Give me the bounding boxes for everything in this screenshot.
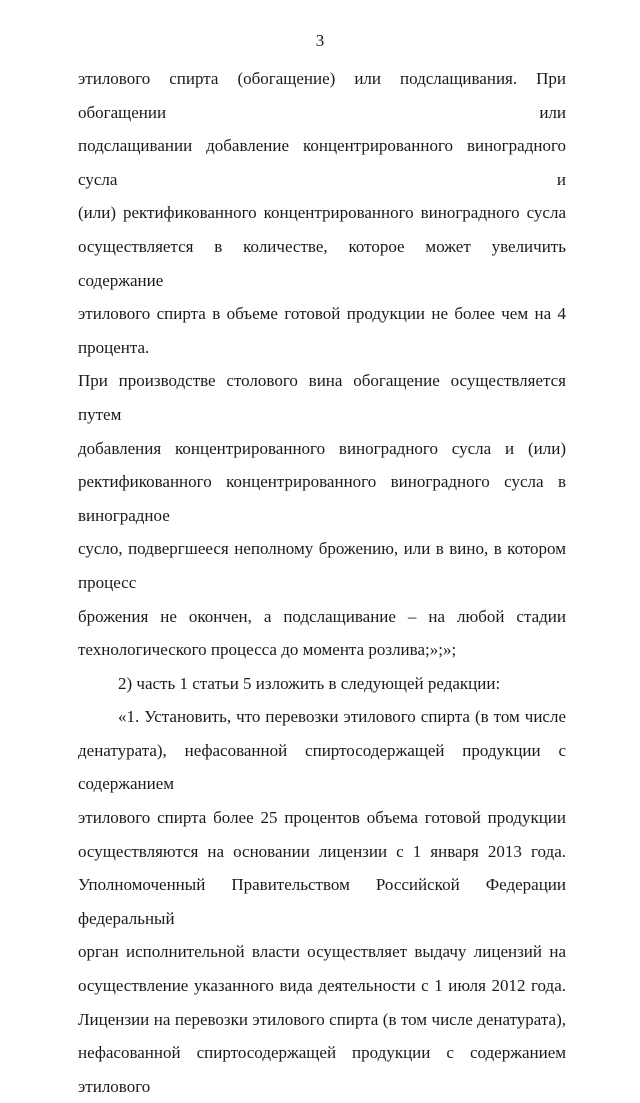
text-line: ректификованного концентрированного виноградного сусла в виноградное bbox=[78, 472, 566, 525]
text-line: нефасованной спиртосодержащей продукции с содержанием этилового bbox=[78, 1043, 566, 1096]
text-line: сусло, подвергшееся неполному брожению, или в вино, в котором процесс bbox=[78, 539, 566, 592]
text-line: «1. Установить, что перевозки этилового спирта (в том числе bbox=[118, 707, 566, 727]
page-number: 3 bbox=[315, 31, 325, 50]
text-line: осуществление указанного вида деятельности с 1 июля 2012 года. bbox=[78, 976, 566, 996]
text-line: этилового спирта более 25 процентов объема готовой продукции bbox=[78, 808, 566, 828]
text-line: подслащивании добавление концентрированного виноградного сусла и bbox=[78, 136, 566, 189]
text-line: добавления концентрированного виноградного сусла и (или) bbox=[78, 438, 566, 458]
text-line: этилового спирта (обогащение) или подслащивания. При обогащении или bbox=[78, 69, 566, 122]
document-body bbox=[78, 62, 566, 1103]
text-line: При производстве столового вина обогащение осуществляется путем bbox=[78, 371, 566, 424]
text-line: осуществляется в количестве, которое может увеличить содержание bbox=[78, 236, 566, 290]
text-line: Лицензии на перевозки этилового спирта (в том числе денатурата), bbox=[78, 1009, 566, 1029]
text-line: орган исполнительной власти осуществляет выдачу лицензий на bbox=[78, 942, 566, 962]
text-line: (или) ректификованного концентрированного виноградного сусла bbox=[78, 203, 566, 223]
text-line: 2) часть 1 статьи 5 изложить в следующей редакции: bbox=[118, 673, 501, 693]
text-line: Уполномоченный Правительством Российской Федерации федеральный bbox=[78, 875, 566, 928]
text-line: денатурата), нефасованной спиртосодержащей продукции с содержанием bbox=[78, 740, 566, 794]
text-line: технологического процесса до момента розлива;»;»; bbox=[78, 640, 457, 660]
text-line: этилового спирта в объеме готовой продукции не более чем на 4 процента. bbox=[78, 304, 566, 357]
text-line: осуществляются на основании лицензии с 1 января 2013 года. bbox=[78, 841, 566, 861]
text-line: брожения не окончен, а подслащивание – на любой стадии bbox=[78, 606, 566, 626]
